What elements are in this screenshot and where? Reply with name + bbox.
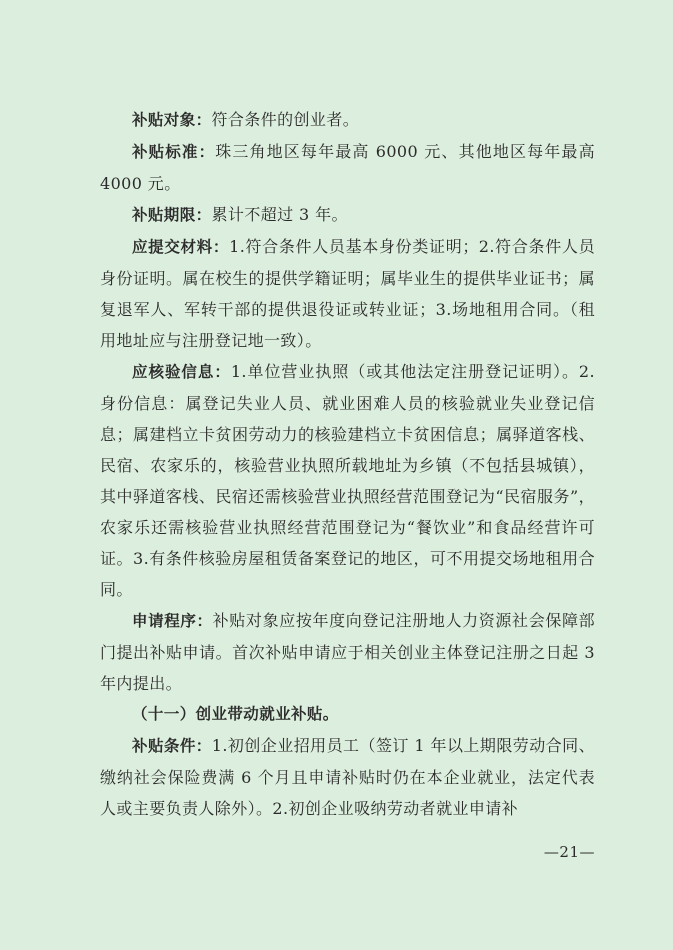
paragraph-text: 1.单位营业执照（或其他法定注册登记证明）。2.身份信息：属登记失业人员、就业困难人员的核验就业失业登记信息；属建档立卡贫困劳动力的核验建档立卡贫困信息；属驿道客栈、民宿、农家乐的，核验营业执照所载地址为乡镇（不包括县城镇），其中驿道客栈、民宿还需核验营业执照经营范围登记为“民宿服务”，农家乐还需核验营业执照经营范围登记为“餐饮业”和食品经营许可证。3.有条件核验房屋租赁备案登记的地区，可不用提交场地租用合同。 [100,362,595,599]
paragraph-text: 补贴对象应按年度向登记注册地人力资源社会保障部门提出补贴申请。首次补贴申请应于相关创业主体登记注册之日起 3 年内提出。 [100,611,595,693]
paragraph-label: 申请程序： [132,612,213,630]
paragraph-label: 应核验信息： [132,363,231,381]
paragraph-label: 补贴标准： [132,143,216,161]
paragraph-required-materials [100,231,595,356]
paragraph-text: 累计不超过 3 年。 [211,205,348,224]
paragraph-application-procedure [100,605,595,699]
paragraph-label: 应提交材料： [132,238,230,256]
page-number: —21— [543,843,595,861]
paragraph-label: 补贴条件： [132,737,212,755]
paragraph-text: 珠三角地区每年最高 6000 元、其他地区每年最高 4000 元。 [100,142,595,193]
paragraph-text: 1.初创企业招用员工（签订 1 年以上期限劳动合同、缴纳社会保险费满 6 个月且申请补贴时仍在本企业就业，法定代表人或主要负责人除外）。2.初创企业吸纳劳动者就业申请补 [100,736,595,818]
paragraph-subsidy-target [100,104,595,136]
paragraph-verification-info [100,356,595,605]
paragraph-text: 1.符合条件人员基本身份类证明；2.符合条件人员身份证明。属在校生的提供学籍证明；属毕业生的提供毕业证书；属复退军人、军转干部的提供退役证或转业证；3.场地租用合同。（租用地址应与注册登记地一致）。 [100,237,595,350]
paragraph-label: 补贴期限： [132,206,212,224]
document-body [100,104,595,824]
paragraph-subsidy-conditions [100,730,595,824]
paragraph-text: 符合条件的创业者。 [211,110,360,129]
paragraph-subsidy-period [100,199,595,231]
paragraph-label: 补贴对象： [132,111,212,129]
paragraph-subsidy-standard [100,136,595,199]
section-heading: （十一）创业带动就业补贴。 [132,705,339,723]
